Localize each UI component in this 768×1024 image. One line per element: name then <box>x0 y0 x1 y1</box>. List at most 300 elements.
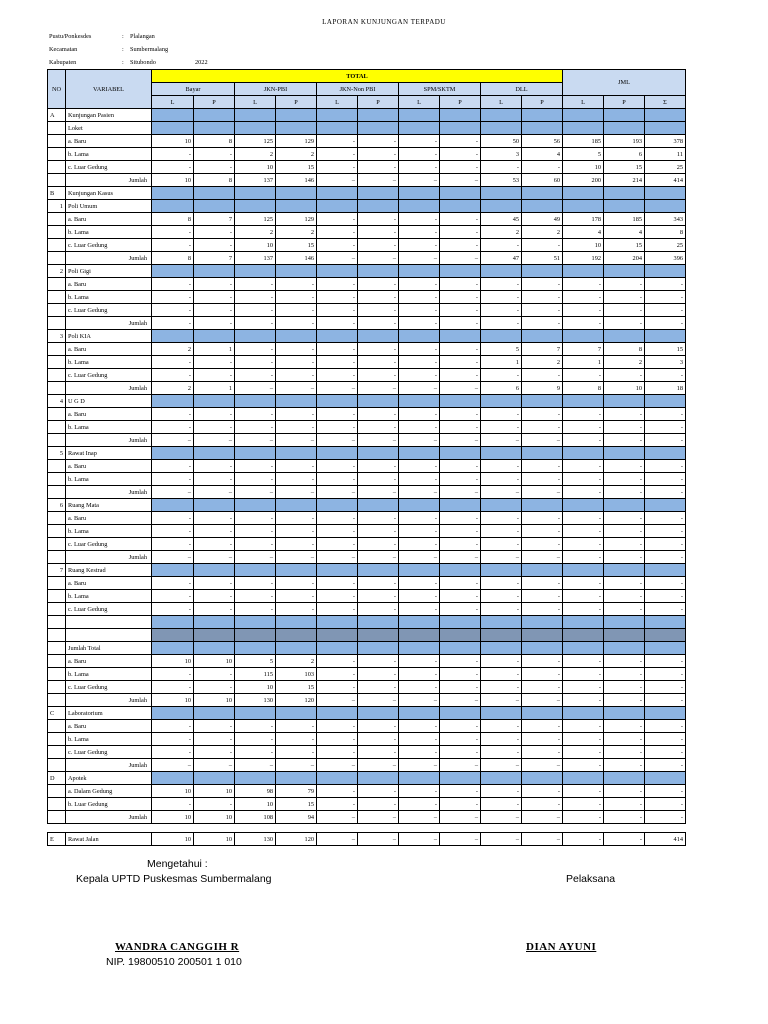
blank-cell <box>645 395 686 408</box>
value-cell: - <box>481 512 522 525</box>
value-cell: - <box>317 538 358 551</box>
value-cell: - <box>235 473 276 486</box>
blank-cell <box>194 395 235 408</box>
blank-cell <box>194 564 235 577</box>
value-cell: - <box>522 239 563 252</box>
blank-cell <box>194 187 235 200</box>
blank-cell <box>317 629 358 642</box>
blank-cell <box>152 187 194 200</box>
blank-cell <box>194 772 235 785</box>
blank-cell <box>440 564 481 577</box>
value-cell: – <box>317 759 358 772</box>
header-group-jkn-non-pbi: JKN-Non PBI <box>317 83 399 96</box>
value-cell: 79 <box>276 785 317 798</box>
value-cell: 10 <box>194 811 235 824</box>
row-number <box>48 408 66 421</box>
value-cell: - <box>276 525 317 538</box>
value-cell: - <box>152 317 194 330</box>
row-label: Kunjungan Pasien <box>66 109 152 122</box>
value-cell: - <box>645 434 686 447</box>
value-cell: - <box>563 473 604 486</box>
value-cell: - <box>563 590 604 603</box>
row-number <box>48 122 66 135</box>
meta-row-kabupaten <box>49 59 208 66</box>
blank-cell <box>481 122 522 135</box>
sig-left-name: WANDRA CANGGIH R <box>115 941 240 953</box>
value-cell: - <box>317 226 358 239</box>
value-cell: - <box>317 460 358 473</box>
row-number <box>48 460 66 473</box>
table-row <box>48 473 686 486</box>
value-cell: – <box>276 551 317 564</box>
header-sigma: Σ <box>645 96 686 109</box>
value-cell: - <box>358 655 399 668</box>
value-cell: - <box>604 694 645 707</box>
blank-cell <box>358 564 399 577</box>
table-row <box>48 408 686 421</box>
value-cell: - <box>563 278 604 291</box>
row-label: c. Luar Gedung <box>66 304 152 317</box>
row-label: a. Baru <box>66 720 152 733</box>
value-cell: - <box>440 343 481 356</box>
blank-cell <box>317 564 358 577</box>
value-cell: - <box>152 408 194 421</box>
value-cell: - <box>276 343 317 356</box>
meta-value: Situbondo <box>130 59 156 66</box>
meta-sep: : <box>122 46 124 53</box>
value-cell: - <box>522 473 563 486</box>
blank-cell <box>604 187 645 200</box>
row-label: b. Lama <box>66 291 152 304</box>
value-cell: - <box>194 369 235 382</box>
blank-cell <box>399 265 440 278</box>
blank-cell <box>276 395 317 408</box>
value-cell: - <box>194 408 235 421</box>
value-cell: – <box>152 551 194 564</box>
value-cell: - <box>440 213 481 226</box>
value-cell: - <box>358 668 399 681</box>
value-cell: - <box>194 720 235 733</box>
header-l: L <box>481 96 522 109</box>
value-cell: 414 <box>645 174 686 187</box>
table-row <box>48 525 686 538</box>
blank-cell <box>522 200 563 213</box>
table-row <box>48 148 686 161</box>
blank-cell <box>522 629 563 642</box>
table-row <box>48 590 686 603</box>
value-cell: - <box>522 525 563 538</box>
value-cell: - <box>481 369 522 382</box>
blank-cell <box>440 447 481 460</box>
value-cell: - <box>152 538 194 551</box>
row-label: Jumlah Total <box>66 642 152 655</box>
value-cell: - <box>440 733 481 746</box>
value-cell: – <box>481 833 522 846</box>
blank-cell <box>152 499 194 512</box>
value-cell: - <box>399 538 440 551</box>
value-cell: - <box>604 486 645 499</box>
value-cell: - <box>358 525 399 538</box>
value-cell: - <box>604 525 645 538</box>
value-cell: - <box>522 291 563 304</box>
value-cell: 214 <box>604 174 645 187</box>
blank-cell <box>399 564 440 577</box>
header-group-bayar: Bayar <box>152 83 235 96</box>
row-label: Jumlah <box>66 694 152 707</box>
value-cell: – <box>194 759 235 772</box>
value-cell: - <box>317 681 358 694</box>
value-cell: - <box>235 720 276 733</box>
value-cell: - <box>317 278 358 291</box>
value-cell: 200 <box>563 174 604 187</box>
value-cell: 15 <box>276 161 317 174</box>
value-cell: - <box>604 538 645 551</box>
value-cell: - <box>358 213 399 226</box>
value-cell: - <box>481 278 522 291</box>
value-cell: - <box>522 603 563 616</box>
blank-cell <box>152 642 194 655</box>
value-cell: 185 <box>563 135 604 148</box>
value-cell: - <box>481 239 522 252</box>
report-body <box>48 109 686 846</box>
table-row <box>48 421 686 434</box>
value-cell: – <box>440 694 481 707</box>
row-label: b. Lama <box>66 525 152 538</box>
row-label: Poli Umum <box>66 200 152 213</box>
value-cell: - <box>152 460 194 473</box>
value-cell: 98 <box>235 785 276 798</box>
table-row <box>48 187 686 200</box>
blank-cell <box>604 616 645 629</box>
blank-cell <box>399 447 440 460</box>
value-cell: 5 <box>235 655 276 668</box>
value-cell: - <box>152 161 194 174</box>
value-cell: – <box>481 551 522 564</box>
blank-cell <box>317 772 358 785</box>
value-cell: - <box>276 590 317 603</box>
sig-right-line: Pelaksana <box>566 873 616 885</box>
value-cell: – <box>440 434 481 447</box>
value-cell: - <box>399 278 440 291</box>
header-jml: JML <box>563 70 686 96</box>
value-cell: – <box>399 759 440 772</box>
table-row <box>48 161 686 174</box>
blank-cell <box>317 187 358 200</box>
value-cell: 9 <box>522 382 563 395</box>
value-cell: – <box>522 811 563 824</box>
value-cell: - <box>152 304 194 317</box>
value-cell: - <box>276 512 317 525</box>
value-cell: - <box>522 161 563 174</box>
table-row <box>48 252 686 265</box>
value-cell: - <box>194 512 235 525</box>
value-cell: 10 <box>604 382 645 395</box>
header-l: L <box>235 96 276 109</box>
value-cell: – <box>235 551 276 564</box>
value-cell: – <box>481 434 522 447</box>
row-label: Jumlah <box>66 252 152 265</box>
value-cell: 137 <box>235 252 276 265</box>
value-cell: - <box>235 603 276 616</box>
blank-cell <box>152 629 194 642</box>
value-cell: - <box>358 239 399 252</box>
blank-cell <box>604 707 645 720</box>
row-number <box>48 538 66 551</box>
blank-cell <box>399 616 440 629</box>
value-cell: 49 <box>522 213 563 226</box>
header-group-dll: DLL <box>481 83 563 96</box>
blank-cell <box>317 447 358 460</box>
value-cell: 15 <box>604 239 645 252</box>
value-cell: - <box>358 291 399 304</box>
row-number <box>48 746 66 759</box>
blank-cell <box>399 109 440 122</box>
value-cell: 2 <box>481 226 522 239</box>
table-row <box>48 486 686 499</box>
blank-cell <box>276 772 317 785</box>
value-cell: 129 <box>276 135 317 148</box>
value-cell: – <box>317 252 358 265</box>
value-cell: - <box>317 304 358 317</box>
row-number <box>48 486 66 499</box>
header-total: TOTAL <box>152 70 563 83</box>
value-cell: 343 <box>645 213 686 226</box>
value-cell: 15 <box>604 161 645 174</box>
value-cell: - <box>194 460 235 473</box>
value-cell: - <box>440 668 481 681</box>
value-cell: 10 <box>152 135 194 148</box>
value-cell: - <box>194 746 235 759</box>
value-cell: - <box>358 538 399 551</box>
row-label: c. Luar Gedung <box>66 538 152 551</box>
blank-cell <box>276 109 317 122</box>
value-cell: 8 <box>645 226 686 239</box>
value-cell: 10 <box>152 694 194 707</box>
value-cell: - <box>317 733 358 746</box>
table-row <box>48 746 686 759</box>
blank-cell <box>399 642 440 655</box>
value-cell: - <box>194 356 235 369</box>
value-cell: 1 <box>194 382 235 395</box>
row-number: 4 <box>48 395 66 408</box>
row-number <box>48 694 66 707</box>
blank-cell <box>358 109 399 122</box>
blank-cell <box>645 187 686 200</box>
row-number <box>48 616 66 629</box>
value-cell: - <box>235 304 276 317</box>
value-cell: - <box>563 538 604 551</box>
value-cell: - <box>235 408 276 421</box>
value-cell: - <box>358 356 399 369</box>
row-number <box>48 304 66 317</box>
value-cell: - <box>399 135 440 148</box>
value-cell: 53 <box>481 174 522 187</box>
blank-cell <box>317 499 358 512</box>
blank-cell <box>317 265 358 278</box>
value-cell: - <box>481 473 522 486</box>
value-cell: - <box>440 798 481 811</box>
blank-cell <box>358 499 399 512</box>
value-cell: - <box>563 733 604 746</box>
value-cell: 2 <box>522 226 563 239</box>
value-cell: - <box>235 590 276 603</box>
table-row <box>48 551 686 564</box>
blank-cell <box>276 564 317 577</box>
blank-cell <box>235 772 276 785</box>
blank-cell <box>522 109 563 122</box>
meta-row-pustu <box>49 33 155 40</box>
row-number <box>48 148 66 161</box>
blank-cell <box>276 707 317 720</box>
value-cell: - <box>645 720 686 733</box>
value-cell: - <box>522 655 563 668</box>
meta-sep: : <box>122 59 124 66</box>
value-cell: - <box>481 798 522 811</box>
blank-cell <box>440 499 481 512</box>
value-cell: – <box>399 382 440 395</box>
value-cell: - <box>604 590 645 603</box>
blank-cell <box>645 122 686 135</box>
value-cell: – <box>152 759 194 772</box>
value-cell: - <box>604 577 645 590</box>
value-cell: - <box>563 525 604 538</box>
blank-cell <box>276 616 317 629</box>
blank-cell <box>522 330 563 343</box>
value-cell: 47 <box>481 252 522 265</box>
value-cell: - <box>235 291 276 304</box>
table-row <box>48 226 686 239</box>
value-cell: – <box>276 759 317 772</box>
blank-cell <box>194 200 235 213</box>
value-cell: - <box>481 408 522 421</box>
value-cell: - <box>399 343 440 356</box>
value-cell: - <box>317 291 358 304</box>
blank-cell <box>522 395 563 408</box>
table-row <box>48 460 686 473</box>
value-cell: – <box>194 486 235 499</box>
value-cell: - <box>399 161 440 174</box>
blank-cell <box>152 616 194 629</box>
value-cell: - <box>522 408 563 421</box>
value-cell: - <box>152 733 194 746</box>
value-cell: - <box>563 759 604 772</box>
blank-cell <box>399 395 440 408</box>
value-cell: - <box>604 720 645 733</box>
value-cell: – <box>358 252 399 265</box>
value-cell: - <box>645 278 686 291</box>
row-label: Ruang Mata <box>66 499 152 512</box>
value-cell: 10 <box>194 785 235 798</box>
value-cell: - <box>645 304 686 317</box>
blank-cell <box>645 109 686 122</box>
table-row <box>48 772 686 785</box>
blank-cell <box>481 499 522 512</box>
value-cell: - <box>440 317 481 330</box>
value-cell: - <box>522 681 563 694</box>
value-cell: - <box>440 408 481 421</box>
value-cell: - <box>563 603 604 616</box>
value-cell: - <box>645 759 686 772</box>
blank-cell <box>358 122 399 135</box>
value-cell: - <box>563 668 604 681</box>
blank-cell <box>358 772 399 785</box>
blank-cell <box>481 564 522 577</box>
row-number: B <box>48 187 66 200</box>
value-cell: 192 <box>563 252 604 265</box>
row-label <box>66 616 152 629</box>
value-cell: 185 <box>604 213 645 226</box>
value-cell: - <box>276 746 317 759</box>
value-cell: 4 <box>563 226 604 239</box>
value-cell: - <box>399 213 440 226</box>
blank-cell <box>317 330 358 343</box>
row-number <box>48 798 66 811</box>
blank-cell <box>317 616 358 629</box>
value-cell: 3 <box>645 356 686 369</box>
blank-cell <box>645 330 686 343</box>
blank-cell <box>604 109 645 122</box>
value-cell: - <box>604 317 645 330</box>
value-cell: - <box>563 408 604 421</box>
value-cell: - <box>522 317 563 330</box>
blank-cell <box>440 707 481 720</box>
value-cell: – <box>317 551 358 564</box>
value-cell: – <box>358 694 399 707</box>
blank-cell <box>645 499 686 512</box>
blank-cell <box>645 772 686 785</box>
value-cell: - <box>358 512 399 525</box>
blank-cell <box>152 395 194 408</box>
row-number <box>48 278 66 291</box>
table-row <box>48 447 686 460</box>
value-cell: - <box>358 421 399 434</box>
value-cell: – <box>440 252 481 265</box>
sig-left-nip: NIP. 19800510 200501 1 010 <box>106 956 242 968</box>
value-cell: - <box>276 473 317 486</box>
value-cell: - <box>358 278 399 291</box>
blank-cell <box>604 499 645 512</box>
value-cell: 60 <box>522 174 563 187</box>
value-cell: - <box>440 681 481 694</box>
blank-cell <box>645 265 686 278</box>
value-cell: - <box>317 525 358 538</box>
table-row <box>48 833 686 846</box>
value-cell: - <box>645 785 686 798</box>
value-cell: - <box>645 811 686 824</box>
value-cell: - <box>440 512 481 525</box>
header-group-jkn-pbi: JKN-PBI <box>235 83 317 96</box>
value-cell: - <box>399 512 440 525</box>
value-cell: - <box>522 746 563 759</box>
blank-cell <box>440 187 481 200</box>
value-cell: 8 <box>194 135 235 148</box>
value-cell: - <box>358 148 399 161</box>
value-cell: 378 <box>645 135 686 148</box>
value-cell: - <box>152 798 194 811</box>
value-cell: – <box>440 833 481 846</box>
blank-cell <box>481 642 522 655</box>
value-cell: - <box>522 733 563 746</box>
blank-cell <box>358 395 399 408</box>
table-row <box>48 642 686 655</box>
blank-cell <box>194 499 235 512</box>
value-cell: - <box>440 590 481 603</box>
blank-cell <box>563 642 604 655</box>
blank-cell <box>645 447 686 460</box>
blank-cell <box>563 564 604 577</box>
header-p: P <box>276 96 317 109</box>
table-row <box>48 733 686 746</box>
